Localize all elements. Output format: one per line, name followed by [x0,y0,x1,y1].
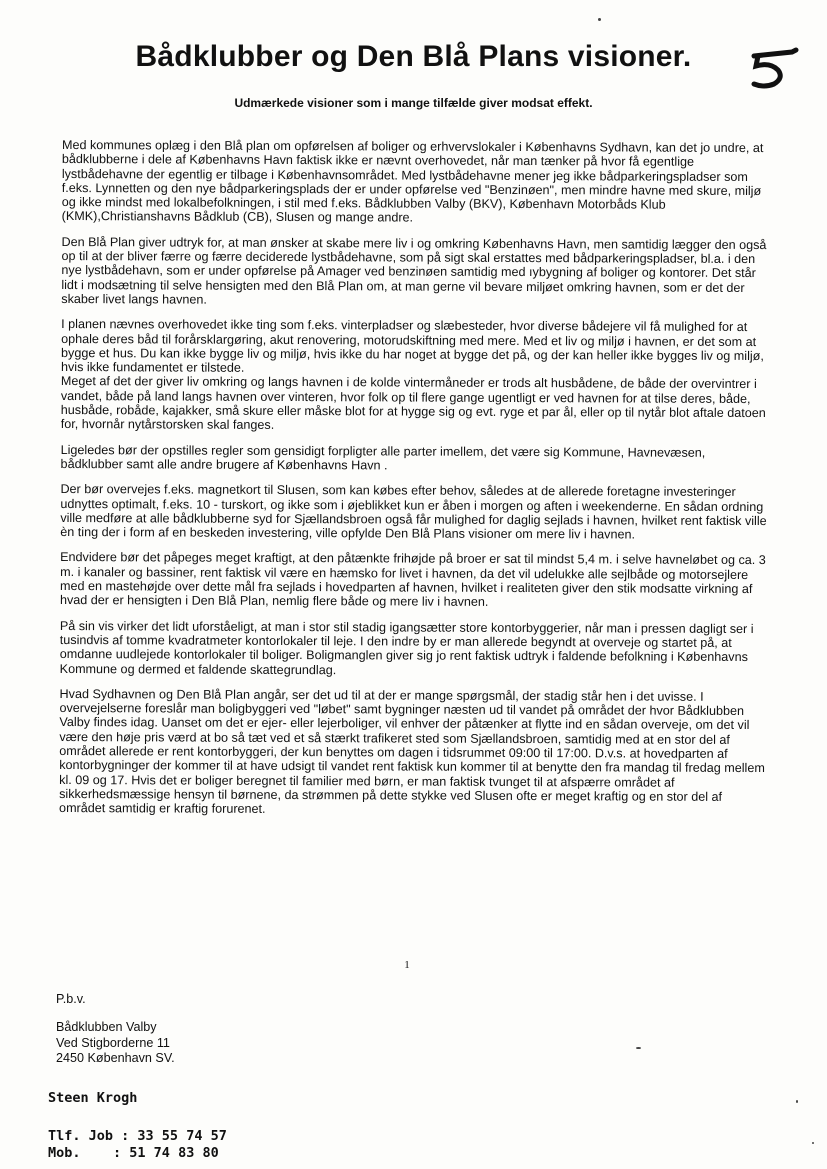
paragraph: Der bør overvejes f.eks. magnetkort til Slusen, som kan købes efter behov, således at de allerede foretagne investeringer udnyttes optimalt, f.eks. 10 - turskort, og ikke som i øjeblikket kun er åben i morgen og aften i weekenderne. En sådan ordning ville medføre at alle bådklubberne syd for Sjællandsbroen også får mulighed for daglig sejlads i havnen, hvilket rent faktisk ville èn ting der i form af en beskeden investering, ville opfylde Den Blå Plans visioner om mere liv i havnen. [60,482,767,542]
scan-speck [636,1047,641,1049]
phone-line-mobile: Mob. : 51 74 83 80 [48,1145,219,1161]
scan-speck [598,18,601,21]
signature-name: Steen Krogh [48,1090,138,1106]
phone-value: 51 74 83 80 [129,1145,219,1161]
document-subtitle: Udmærkede visioner som i mange tilfælde giver modsat effekt. [234,96,593,110]
page-number: 1 [404,959,410,971]
address-line: Ved Stigborderne 11 [56,1035,170,1050]
phone-numbers [48,1128,227,1162]
scan-speck [812,1142,814,1144]
paragraph: Med kommunes oplæg i den Blå plan om opførelsen af boliger og erhvervslokaler i Københavns Sydhavn, kan det jo undre, at bådklubberne i dele af Københavns Havn faktisk ikke er nævnt overhovedet, når man tænker på hvor få egentlige lystbådehavne der egentlig er tilbage i Københavnsområdet. Med lystbådehavne mener jeg ikke bådparkeringspladser som f.eks. Lynnetten og den nye bådparkeringsplads der er under opførelse ved "Benzinøen", men mindre havne med skure, miljø og ikke mindst med lokalbefolkningen, i stil med f.eks. Bådklubben Valby (BKV), København Motorbåds Klub (KMK),Christianshavns Bådklub (CB), Slusen og mange andre. [61,138,764,226]
paragraph: I planen nævnes overhovedet ikke ting som f.eks. vinterpladser og slæbesteder, hvor diverse bådejere vil få mulighed for at ophale deres båd til forårsklargøring, akut renovering, motorudskiftning med mere. Med et liv og miljø i havnen, er det som at bygge et hus. Du kan ikke bygge liv og miljø, hvis ikke du har noget at bygge det på, og der kan heller ikke bygges liv og miljø, hvis ikke fundamentet er tilstede. [60,317,764,375]
phone-value: 33 55 74 57 [137,1128,227,1144]
paragraph: Den Blå Plan giver udtryk for, at man ønsker at skabe mere liv i og omkring Københavns Havn, men samtidig lægger den også op til at der bliver færre og færre deciderede lystbådehavne, som på sigt skal erstattes med bådparkeringspladser, bl.a. i den nye lystbådehavn, som er under opførelse på Amager ved benzinøen samtidig med ıybygning af boliger og kontorer. Det står lidt i modsætning til selve hensigten med den Blå Plan om, at man gerne vil bevare miljøet omkring havnen, som er det der skaber livet langs havnen. [61,234,767,307]
handwritten-page-mark [748,44,800,90]
paragraph: Endvidere bør det påpeges meget kraftigt, at den påtænkte frihøjde på broer er sat til mindst 5,4 m. i selve havneløbet og ca. 3 m. i kanaler og bassiner, rent faktisk vil være en hæmsko for livet i havnen, da det vil udelukke alle sejlbåde og motorsejlere med en mastehøjde over dette mål fra sejlads i hovedparten af havnen, hvilket i realiteten giver den stik modsatte virkning af hvad der er hensigten i Den Blå Plan, nemlig flere både og mere liv i havnen. [59,550,766,610]
paragraph: Hvad Sydhavnen og Den Blå Plan angår, ser det ud til at der er mange spørgsmål, der stadig står hen i det uvisse. I overvejelserne foreslår man boligbyggeri ved "løbet" samt bygninger næsten ud til vandet på området der hvor Bådklubben Valby findes idag. Uanset om det er ejer- eller lejerboliger, vil enhver der påtænker at flytte ind en sådan overveje, om det vil være den høje pris værd at bo så tæt ved et så stærkt trafikeret sted som Sjællandsbroen, samtidig med at en stor del af området allerede er rent kontorbyggeri, der kun benyttes om dagen i tidsrummet 09:00 til 17:00. D.v.s. at hovedparten af kontorbygninger der kommer til at have udsigt til vandet rent faktisk kun kommer til at benytte den fra mandag til fredag mellem kl. 09 og 17. Hvis det er boliger beregnet til familier med børn, er man faktisk tvunget til at afspærre området af sikkerhedsmæssige hensyn til børnene, da strømmen på dette stykke ved Slusen ofte er meget kraftig og en stor del af området samtidig er kraftig forurenet. [59,686,765,817]
closing-pbv: P.b.v. [56,992,86,1006]
paragraph: Meget af det der giver liv omkring og langs havnen i de kolde vintermåneder er trods alt husbådene, de både der overvintrer i vandet, både på land langs havnen over vinteren, hvor folk op til flere gange ugentligt er ved havnen for at tilse deres, både, husbåde, robåde, kajakker, små skure eller måske blot for at hygge sig og evt. ryge et par ål, eller op til nytår blot aftale datoen for, hvornår nytårstorsken skal fanges. [60,374,766,433]
paragraph: På sin vis virker det lidt uforståeligt, at man i stor stil stadig igangsætter store kontorbyggerier, når man i pressen dagligt ser i tusindvis af tomme kvadratmeter kontorlokaler til leje. I den indre by er man allerede begyndt at overveje og startet på, at omdanne uudlejede kontorlokaler til boliger. Boligmanglen giver sig jo rent faktisk udtryk i faldende befolkning i Københavns Kommune og dermed et faldende skattegrundlag. [59,618,754,677]
document-title: Bådklubber og Den Blå Plans visioner. [135,40,692,73]
sender-address [56,1020,175,1067]
phone-label: Mob. [48,1145,114,1161]
paragraph: Ligeledes bør der opstilles regler som gensidigt forpligter alle parter imellem, det være sig Kommune, Havnevæsen, bådklubber samt alle andre brugere af Københavns Havn . [60,442,706,473]
address-line: 2450 København SV. [56,1051,175,1066]
scan-speck [796,1100,798,1103]
phone-line-job: Tlf. Job : 33 55 74 57 [48,1128,227,1144]
address-line: Bådklubben Valby [56,1020,157,1034]
body-text [59,138,770,830]
phone-label: Tlf. Job [48,1128,114,1144]
